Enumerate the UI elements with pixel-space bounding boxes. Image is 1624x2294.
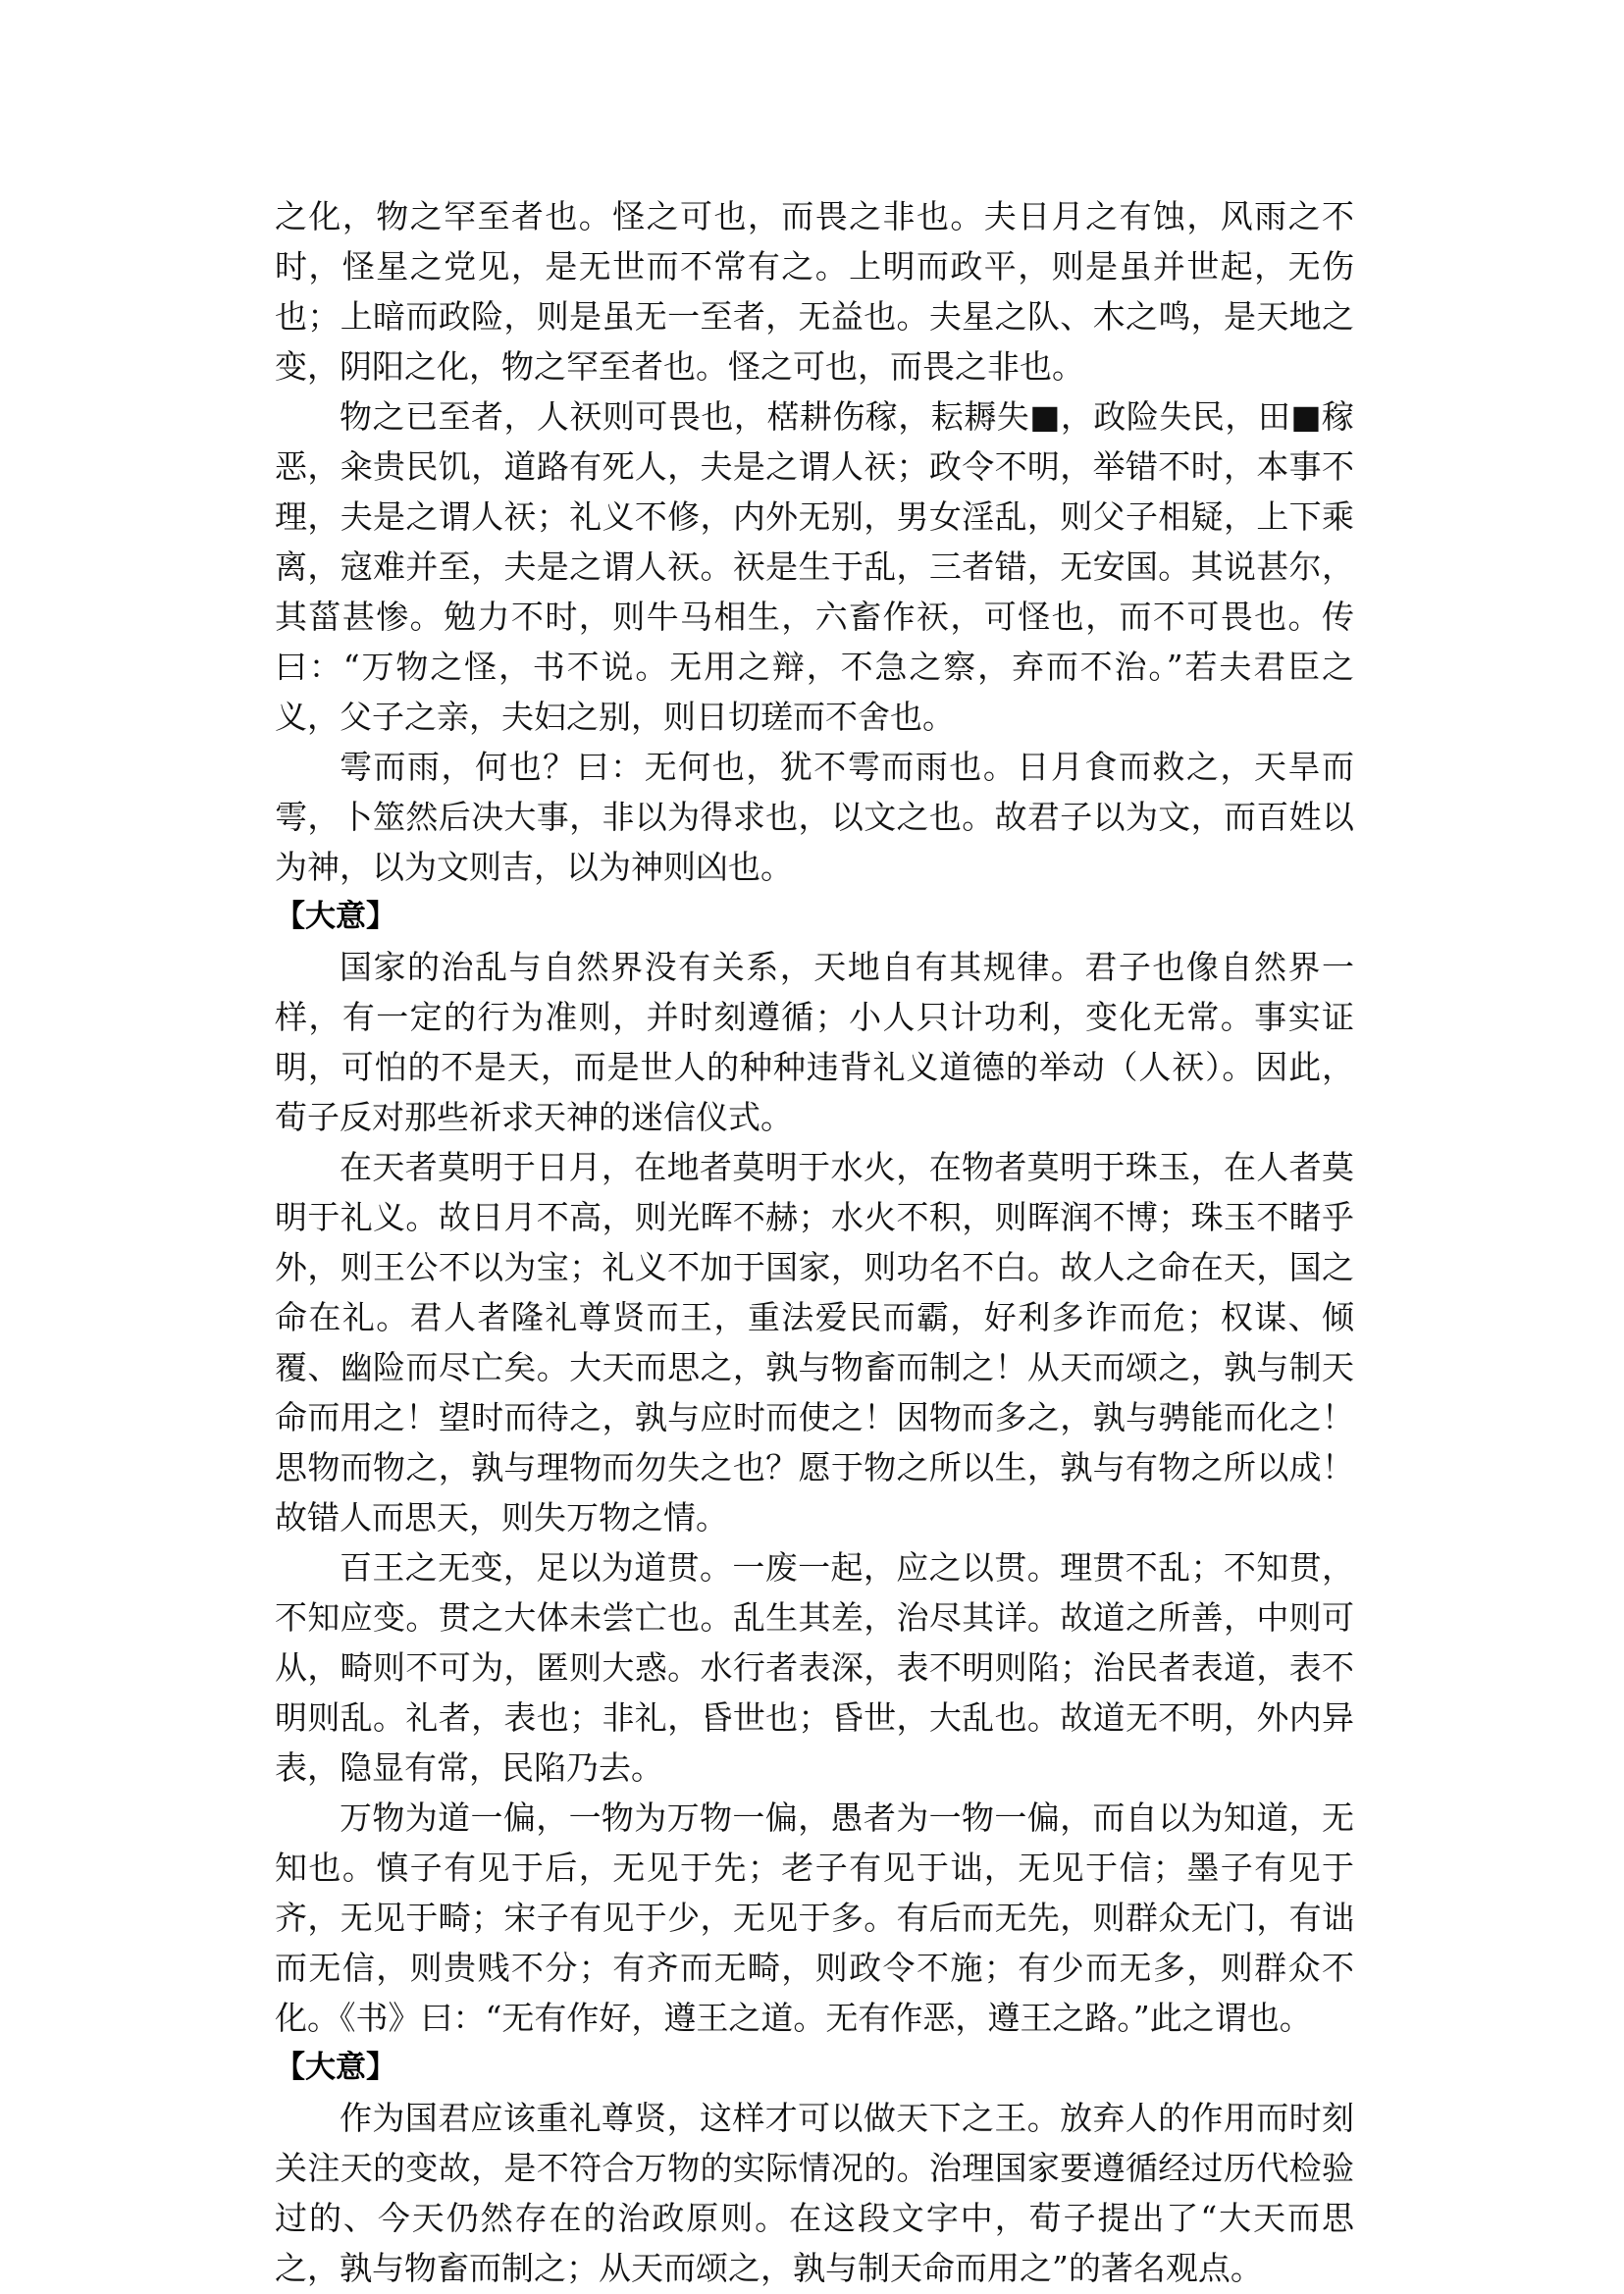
document-page	[275, 191, 1354, 2293]
paragraph-3: 雩而雨，何也？曰：无何也，犹不雩而雨也。日月食而救之，天旱而雩，卜筮然后决大事，非以为得求也，以文之也。故君子以为文，而百姓以为神，以为文则吉，以为神则凶也。	[275, 748, 1354, 886]
section-heading-summary-2: 【大意】	[275, 2050, 396, 2085]
paragraph-6: 百王之无变，足以为道贯。一废一起，应之以贯。理贯不乱；不知贯，不知应变。贯之大体未尝亡也。乱生其差，治尽其详。故道之所善，中则可从，畸则不可为，匿则大惑。水行者表深，表不明则陷；治民者表道，表不明则乱。礼者，表也；非礼，昏世也；昏世，大乱也。故道无不明，外内异表，隐显有常，民陷乃去。	[275, 1548, 1354, 1787]
section-heading-summary-1: 【大意】	[275, 899, 396, 934]
paragraph-2: 物之已至者，人祆则可畏也，楛耕伤稼，耘耨失■，政险失民，田■稼恶，籴贵民饥，道路有死人，夫是之谓人祆；政令不明，举错不时，本事不理，夫是之谓人祆；礼义不修，内外无别，男女淫乱，则父子相疑，上下乘离，寇难并至，夫是之谓人祆。祆是生于乱，三者错，无安国。其说甚尔，其菑甚惨。勉力不时，则牛马相生，六畜作祆，可怪也，而不可畏也。传曰：“万物之怪，书不说。无用之辩，不急之察，弃而不治。”若夫君臣之义，父子之亲，夫妇之别，则日切瑳而不舍也。	[275, 397, 1354, 736]
paragraph-5: 在天者莫明于日月，在地者莫明于水火，在物者莫明于珠玉，在人者莫明于礼义。故日月不高，则光晖不赫；水火不积，则晖润不博；珠玉不睹乎外，则王公不以为宝；礼义不加于国家，则功名不白。故人之命在天，国之命在礼。君人者隆礼尊贤而王，重法爱民而霸，好利多诈而危；权谋、倾覆、幽险而尽亡矣。大天而思之，孰与物畜而制之！从天而颂之，孰与制天命而用之！望时而待之，孰与应时而使之！因物而多之，孰与骋能而化之！思物而物之，孰与理物而勿失之也？愿于物之所以生，孰与有物之所以成！故错人而思天，则失万物之情。	[275, 1148, 1354, 1537]
paragraph-4: 国家的治乱与自然界没有关系，天地自有其规律。君子也像自然界一样，有一定的行为准则，并时刻遵循；小人只计功利，变化无常。事实证明，可怕的不是天，而是世人的种种违背礼义道德的举动（人祆）。因此，荀子反对那些祈求天神的迷信仪式。	[275, 948, 1354, 1136]
paragraph-7: 万物为道一偏，一物为万物一偏，愚者为一物一偏，而自以为知道，无知也。慎子有见于后，无见于先；老子有见于诎，无见于信；墨子有见于齐，无见于畸；宋子有见于少，无见于多。有后而无先，则群众无门，有诎而无信，则贵贱不分；有齐而无畸，则政令不施；有少而无多，则群众不化。《书》曰：“无有作好，遵王之道。无有作恶，遵王之路。”此之谓也。	[275, 1799, 1354, 2037]
paragraph-8: 作为国君应该重礼尊贤，这样才可以做天下之王。放弃人的作用而时刻关注天的变故，是不符合万物的实际情况的。治理国家要遵循经过历代检验过的、今天仍然存在的治政原则。在这段文字中，荀子提出了“大天而思之，孰与物畜而制之；从天而颂之，孰与制天命而用之”的著名观点。	[275, 2099, 1354, 2287]
paragraph-1: 之化，物之罕至者也。怪之可也，而畏之非也。夫日月之有蚀，风雨之不时，怪星之党见，是无世而不常有之。上明而政平，则是虽并世起，无伤也；上暗而政险，则是虽无一至者，无益也。夫星之队、木之鸣，是天地之变，阴阳之化，物之罕至者也。怪之可也，而畏之非也。	[275, 197, 1354, 386]
